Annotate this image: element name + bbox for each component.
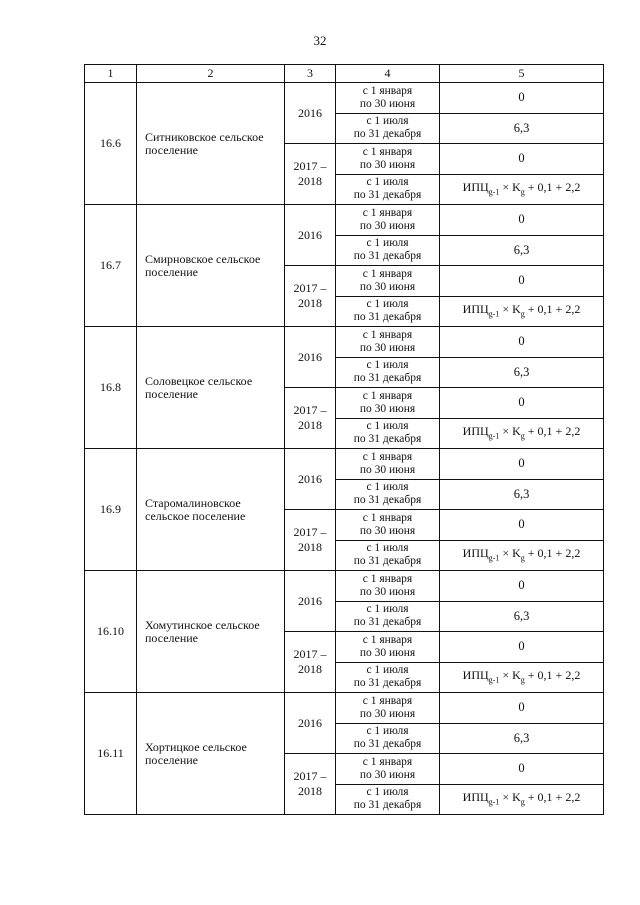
formula-value: $ИПЦ_{g-1} \times K_g + 0,1 + 2,2$ bbox=[440, 296, 604, 327]
formula-value: $ИПЦ_{g-1} \times K_g + 0,1 + 2,2$ bbox=[440, 540, 604, 571]
tariff-value: 6,3 bbox=[440, 113, 604, 144]
column-header: 2 bbox=[137, 65, 285, 83]
period-start: с 1 июля bbox=[366, 359, 409, 372]
period bbox=[336, 205, 440, 236]
period-start: с 1 июля bbox=[366, 542, 409, 555]
period bbox=[336, 144, 440, 175]
period bbox=[336, 723, 440, 754]
tariff-value: 0 bbox=[440, 144, 604, 175]
period-end: по 31 декабря bbox=[353, 799, 422, 812]
settlement-name: Ситниковское сельское поселение bbox=[137, 83, 285, 205]
period-end: по 30 июня bbox=[359, 158, 416, 171]
period-end: по 31 декабря bbox=[353, 189, 422, 202]
period-start: с 1 января bbox=[362, 328, 413, 341]
table-row bbox=[85, 693, 604, 724]
period-start: с 1 июля bbox=[366, 725, 409, 738]
period bbox=[336, 632, 440, 663]
tariff-value: 6,3 bbox=[440, 235, 604, 266]
period-start: с 1 января bbox=[362, 389, 413, 402]
settlement-name: Хомутинское сельское поселение bbox=[137, 571, 285, 693]
period-start: с 1 января bbox=[362, 633, 413, 646]
period bbox=[336, 235, 440, 266]
period bbox=[336, 83, 440, 114]
period-end: по 30 июня bbox=[359, 524, 416, 537]
period-end: по 30 июня bbox=[359, 219, 416, 232]
period-end: по 30 июня bbox=[359, 768, 416, 781]
period-start: с 1 января bbox=[362, 450, 413, 463]
column-header: 3 bbox=[285, 65, 336, 83]
period bbox=[336, 388, 440, 419]
period-start: с 1 июля bbox=[366, 298, 409, 311]
period-end: по 30 июня bbox=[359, 97, 416, 110]
period-start: с 1 января bbox=[362, 755, 413, 768]
period bbox=[336, 540, 440, 571]
period-end: по 30 июня bbox=[359, 402, 416, 415]
period bbox=[336, 571, 440, 602]
period bbox=[336, 601, 440, 632]
period bbox=[336, 113, 440, 144]
period-end: по 31 декабря bbox=[353, 738, 422, 751]
year-range: 2016 bbox=[285, 571, 336, 632]
tariff-value: 0 bbox=[440, 693, 604, 724]
table-row bbox=[85, 449, 604, 480]
year-range: 2016 bbox=[285, 83, 336, 144]
period-start: с 1 июля bbox=[366, 176, 409, 189]
period bbox=[336, 449, 440, 480]
period-end: по 30 июня bbox=[359, 707, 416, 720]
period-end: по 30 июня bbox=[359, 646, 416, 659]
period bbox=[336, 266, 440, 297]
period bbox=[336, 174, 440, 205]
row-number: 16.7 bbox=[85, 205, 137, 327]
period-end: по 30 июня bbox=[359, 585, 416, 598]
year-range: 2017 – 2018 bbox=[285, 754, 336, 815]
period-end: по 31 декабря bbox=[353, 311, 422, 324]
row-number: 16.9 bbox=[85, 449, 137, 571]
period-start: с 1 июля bbox=[366, 237, 409, 250]
period bbox=[336, 662, 440, 693]
tariff-value: 6,3 bbox=[440, 357, 604, 388]
period-end: по 31 декабря bbox=[353, 616, 422, 629]
tariff-value: 6,3 bbox=[440, 723, 604, 754]
period-start: с 1 июля bbox=[366, 420, 409, 433]
tariff-value: 0 bbox=[440, 449, 604, 480]
period-end: по 31 декабря bbox=[353, 433, 422, 446]
period-start: с 1 июля bbox=[366, 603, 409, 616]
tariff-value: 0 bbox=[440, 83, 604, 114]
column-header: 4 bbox=[336, 65, 440, 83]
table-row bbox=[85, 327, 604, 358]
settlement-name: Старомалиновское сельское поселение bbox=[137, 449, 285, 571]
table-row bbox=[85, 571, 604, 602]
tariff-value: 6,3 bbox=[440, 479, 604, 510]
period bbox=[336, 754, 440, 785]
period-end: по 31 декабря bbox=[353, 250, 422, 263]
period bbox=[336, 784, 440, 815]
period-start: с 1 июля bbox=[366, 115, 409, 128]
period-start: с 1 июля bbox=[366, 786, 409, 799]
year-range: 2017 – 2018 bbox=[285, 388, 336, 449]
period-start: с 1 января bbox=[362, 572, 413, 585]
period-start: с 1 января bbox=[362, 84, 413, 97]
period-start: с 1 июля bbox=[366, 664, 409, 677]
period bbox=[336, 327, 440, 358]
period-start: с 1 января bbox=[362, 694, 413, 707]
formula-value: $ИПЦ_{g-1} \times K_g + 0,1 + 2,2$ bbox=[440, 174, 604, 205]
tariff-value: 0 bbox=[440, 205, 604, 236]
page-number: 32 bbox=[313, 33, 327, 48]
tariff-table bbox=[84, 64, 604, 815]
period-end: по 30 июня bbox=[359, 463, 416, 476]
settlement-name: Хортицкое сельское поселение bbox=[137, 693, 285, 815]
period bbox=[336, 693, 440, 724]
settlement-name: Смирновское сельское поселение bbox=[137, 205, 285, 327]
formula-value: $ИПЦ_{g-1} \times K_g + 0,1 + 2,2$ bbox=[440, 418, 604, 449]
column-header: 1 bbox=[85, 65, 137, 83]
period-end: по 30 июня bbox=[359, 280, 416, 293]
year-range: 2016 bbox=[285, 327, 336, 388]
period-end: по 30 июня bbox=[359, 341, 416, 354]
period-start: с 1 января bbox=[362, 267, 413, 280]
tariff-value: 0 bbox=[440, 327, 604, 358]
table-body bbox=[85, 83, 604, 815]
column-header: 5 bbox=[440, 65, 604, 83]
table-row bbox=[85, 83, 604, 114]
row-number: 16.8 bbox=[85, 327, 137, 449]
period bbox=[336, 479, 440, 510]
row-number: 16.11 bbox=[85, 693, 137, 815]
tariff-value: 0 bbox=[440, 266, 604, 297]
period-end: по 31 декабря bbox=[353, 494, 422, 507]
year-range: 2017 – 2018 bbox=[285, 144, 336, 205]
row-number: 16.10 bbox=[85, 571, 137, 693]
tariff-value: 0 bbox=[440, 388, 604, 419]
period-start: с 1 июля bbox=[366, 481, 409, 494]
settlement-name: Соловецкое сельское поселение bbox=[137, 327, 285, 449]
period-end: по 31 декабря bbox=[353, 128, 422, 141]
header-row bbox=[85, 65, 604, 83]
period bbox=[336, 418, 440, 449]
table-row bbox=[85, 205, 604, 236]
period-start: с 1 января bbox=[362, 511, 413, 524]
period bbox=[336, 510, 440, 541]
period-end: по 31 декабря bbox=[353, 677, 422, 690]
period bbox=[336, 357, 440, 388]
row-number: 16.6 bbox=[85, 83, 137, 205]
formula-value: $ИПЦ_{g-1} \times K_g + 0,1 + 2,2$ bbox=[440, 784, 604, 815]
year-range: 2016 bbox=[285, 449, 336, 510]
period-end: по 31 декабря bbox=[353, 372, 422, 385]
year-range: 2017 – 2018 bbox=[285, 632, 336, 693]
year-range: 2016 bbox=[285, 693, 336, 754]
formula-value: $ИПЦ_{g-1} \times K_g + 0,1 + 2,2$ bbox=[440, 662, 604, 693]
tariff-value: 0 bbox=[440, 632, 604, 663]
tariff-value: 0 bbox=[440, 510, 604, 541]
year-range: 2016 bbox=[285, 205, 336, 266]
period-start: с 1 января bbox=[362, 145, 413, 158]
period bbox=[336, 296, 440, 327]
tariff-value: 6,3 bbox=[440, 601, 604, 632]
year-range: 2017 – 2018 bbox=[285, 510, 336, 571]
tariff-value: 0 bbox=[440, 754, 604, 785]
tariff-value: 0 bbox=[440, 571, 604, 602]
period-end: по 31 декабря bbox=[353, 555, 422, 568]
year-range: 2017 – 2018 bbox=[285, 266, 336, 327]
period-start: с 1 января bbox=[362, 206, 413, 219]
